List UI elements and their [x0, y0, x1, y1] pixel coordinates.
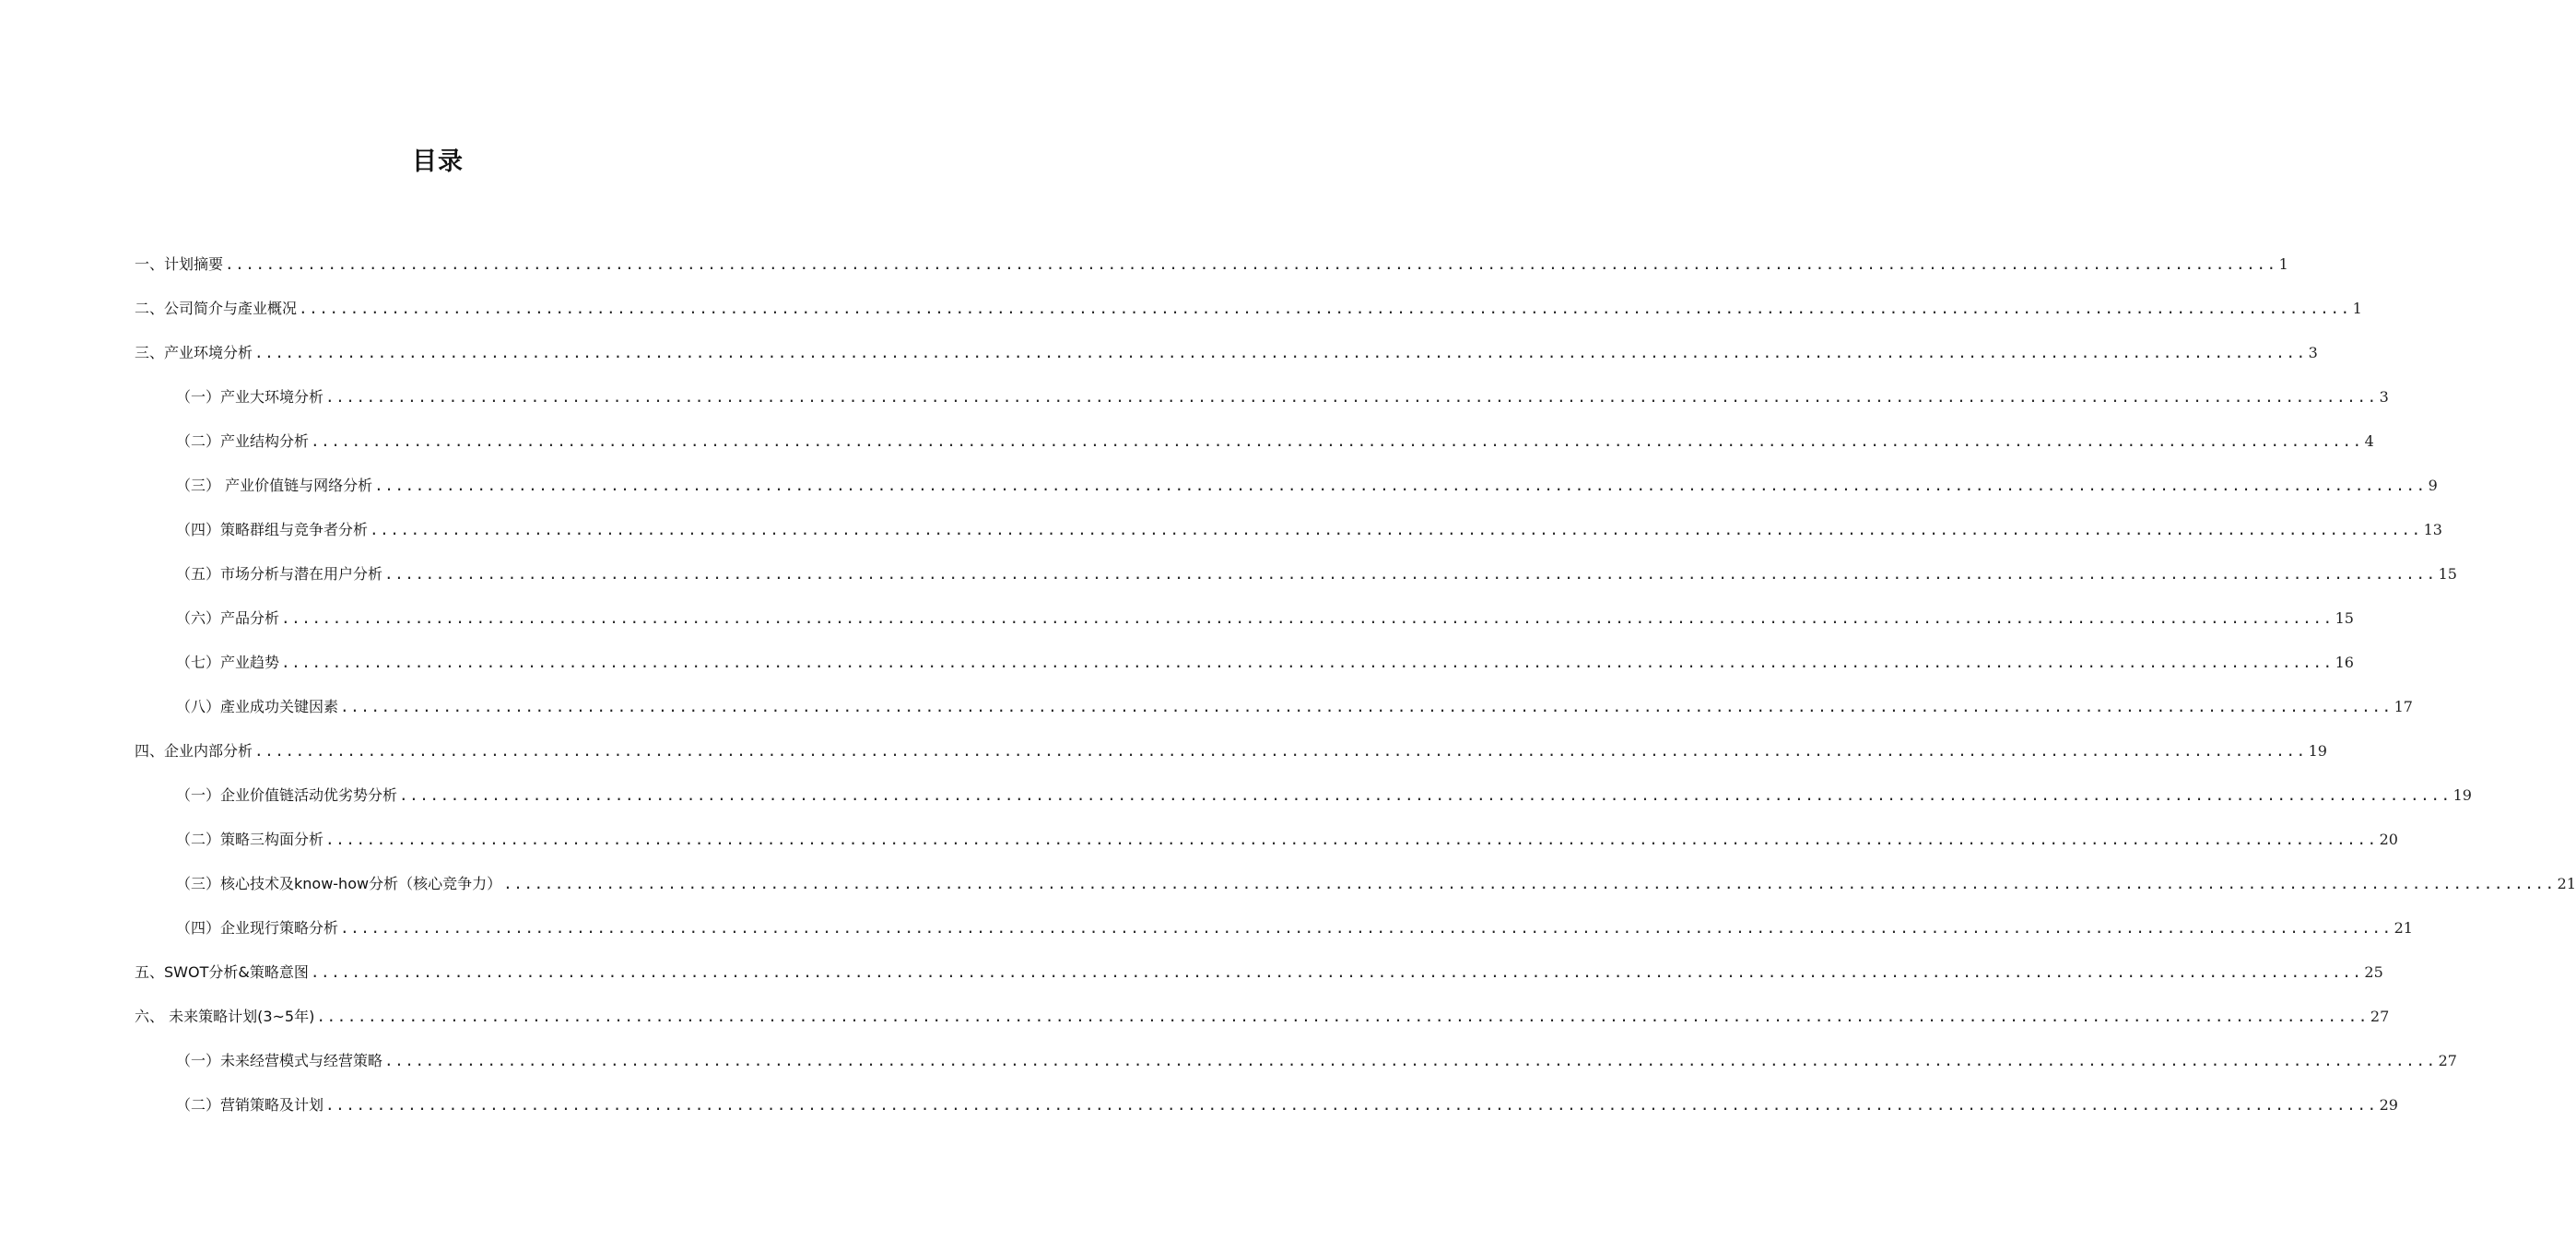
toc-entry-page-number: 21 — [2394, 919, 2413, 937]
toc-entry-page-number: 1 — [2278, 255, 2288, 273]
toc-entry-label: （一）产业大环境分析 — [176, 388, 324, 406]
toc-entry-label: （一）企业价值链活动优劣势分析 — [176, 786, 398, 804]
toc-entry[interactable] — [176, 382, 2389, 407]
toc-entry-page-number: 20 — [2379, 831, 2398, 848]
toc-entry-label: 五、SWOT分析&策略意图 — [135, 963, 309, 981]
toc-title: 目录 — [412, 148, 464, 177]
toc-entry-label: （二）策略三构面分析 — [176, 831, 324, 848]
toc-entry-label: （四）策略群组与竞争者分析 — [176, 521, 369, 538]
toc-entry-label: （二）产业结构分析 — [176, 432, 310, 450]
toc-dot-leader: ........................................................................................................................................................................................................ — [311, 432, 2363, 450]
toc-entry-label: （七）产业趋势 — [176, 654, 280, 671]
toc-entry-label: （三） 产业价值链与网络分析 — [176, 477, 373, 494]
toc-dot-leader: ........................................................................................................................................................................................................ — [299, 300, 2351, 317]
toc-entry-label: 四、企业内部分析 — [135, 742, 253, 760]
toc-entry-page-number: 16 — [2335, 654, 2354, 671]
toc-entry[interactable] — [176, 470, 2438, 496]
toc-entry-page-number: 1 — [2352, 300, 2362, 317]
toc-dot-leader: ........................................................................................................................................................................................................ — [503, 875, 2556, 892]
toc-entry[interactable] — [176, 1090, 2398, 1115]
toc-dot-leader: ........................................................................................................................................................................................................ — [340, 698, 2393, 715]
toc-entry[interactable] — [176, 426, 2374, 452]
toc-entry-label: 二、公司简介与產业概况 — [135, 300, 298, 317]
toc-entry-page-number: 3 — [2379, 388, 2389, 406]
toc-entry-label: （六）产品分析 — [176, 609, 280, 627]
toc-entry-page-number: 4 — [2364, 432, 2374, 450]
toc-entry-page-number: 9 — [2428, 477, 2438, 494]
toc-dot-leader: ........................................................................................................................................................................................................ — [254, 742, 2307, 760]
toc-dot-leader: ........................................................................................................................................................................................................ — [384, 565, 2437, 583]
toc-entry-label: （三）核心技术及know-how分析（核心竞争力） — [176, 875, 502, 892]
toc-dot-leader: ........................................................................................................................................................................................................ — [310, 963, 2363, 981]
toc-dot-leader: ........................................................................................................................................................................................................ — [281, 654, 2334, 671]
toc-entry[interactable] — [135, 1001, 2390, 1027]
toc-entry[interactable] — [176, 1045, 2457, 1071]
toc-dot-leader: ........................................................................................................................................................................................................ — [254, 344, 2307, 361]
toc-entry[interactable] — [176, 647, 2354, 673]
toc-dot-leader: ........................................................................................................................................................................................................ — [225, 255, 2277, 273]
toc-entry-label: 六、 未来策略计划(3~5年) — [135, 1008, 315, 1025]
toc-entry[interactable] — [176, 780, 2472, 806]
toc-entry[interactable] — [135, 337, 2318, 363]
toc-entry[interactable] — [135, 957, 2383, 983]
toc-dot-leader: ........................................................................................................................................................................................................ — [325, 388, 2378, 406]
toc-entry[interactable] — [176, 691, 2413, 717]
toc-entry-page-number: 19 — [2308, 742, 2327, 760]
toc-dot-leader: ........................................................................................................................................................................................................ — [384, 1052, 2437, 1069]
toc-entry[interactable] — [176, 603, 2354, 629]
toc-entry-label: （八）產业成功关键因素 — [176, 698, 339, 715]
toc-dot-leader: ........................................................................................................................................................................................................ — [316, 1008, 2369, 1025]
toc-entry[interactable] — [176, 868, 2576, 894]
toc-entry[interactable] — [176, 913, 2413, 938]
toc-dot-leader: ........................................................................................................................................................................................................ — [281, 609, 2334, 627]
toc-dot-leader: ........................................................................................................................................................................................................ — [399, 786, 2452, 804]
toc-entry-page-number: 27 — [2370, 1008, 2390, 1025]
toc-entry-page-number: 21 — [2557, 875, 2576, 892]
toc-dot-leader: ........................................................................................................................................................................................................ — [325, 831, 2378, 848]
toc-dot-leader: ........................................................................................................................................................................................................ — [374, 477, 2427, 494]
toc-entry[interactable] — [135, 736, 2327, 761]
toc-dot-leader: ........................................................................................................................................................................................................ — [325, 1096, 2378, 1114]
toc-entry-label: （五）市场分析与潜在用户分析 — [176, 565, 383, 583]
toc-entry-label: 一、计划摘要 — [135, 255, 224, 273]
toc-dot-leader: ........................................................................................................................................................................................................ — [340, 919, 2393, 937]
toc-entry-page-number: 15 — [2335, 609, 2354, 627]
toc-entry-label: （四）企业现行策略分析 — [176, 919, 339, 937]
toc-entry-page-number: 3 — [2308, 344, 2318, 361]
toc-entry[interactable] — [176, 824, 2398, 850]
toc-entry[interactable] — [135, 249, 2288, 275]
toc-entry-page-number: 15 — [2438, 565, 2457, 583]
toc-entry-label: （一）未来经营模式与经营策略 — [176, 1052, 383, 1069]
toc-entry-label: （二）营销策略及计划 — [176, 1096, 324, 1114]
toc-entry[interactable] — [176, 559, 2457, 584]
toc-entry-page-number: 27 — [2438, 1052, 2457, 1069]
toc-entry-page-number: 19 — [2452, 786, 2472, 804]
toc-entry-page-number: 25 — [2364, 963, 2383, 981]
toc-entry-label: 三、产业环境分析 — [135, 344, 253, 361]
toc-entry-page-number: 29 — [2379, 1096, 2398, 1114]
toc-entry-page-number: 17 — [2394, 698, 2413, 715]
toc-entry-page-number: 13 — [2423, 521, 2442, 538]
toc-entry[interactable] — [135, 293, 2362, 319]
toc-dot-leader: ........................................................................................................................................................................................................ — [370, 521, 2422, 538]
toc-entry[interactable] — [176, 514, 2442, 540]
